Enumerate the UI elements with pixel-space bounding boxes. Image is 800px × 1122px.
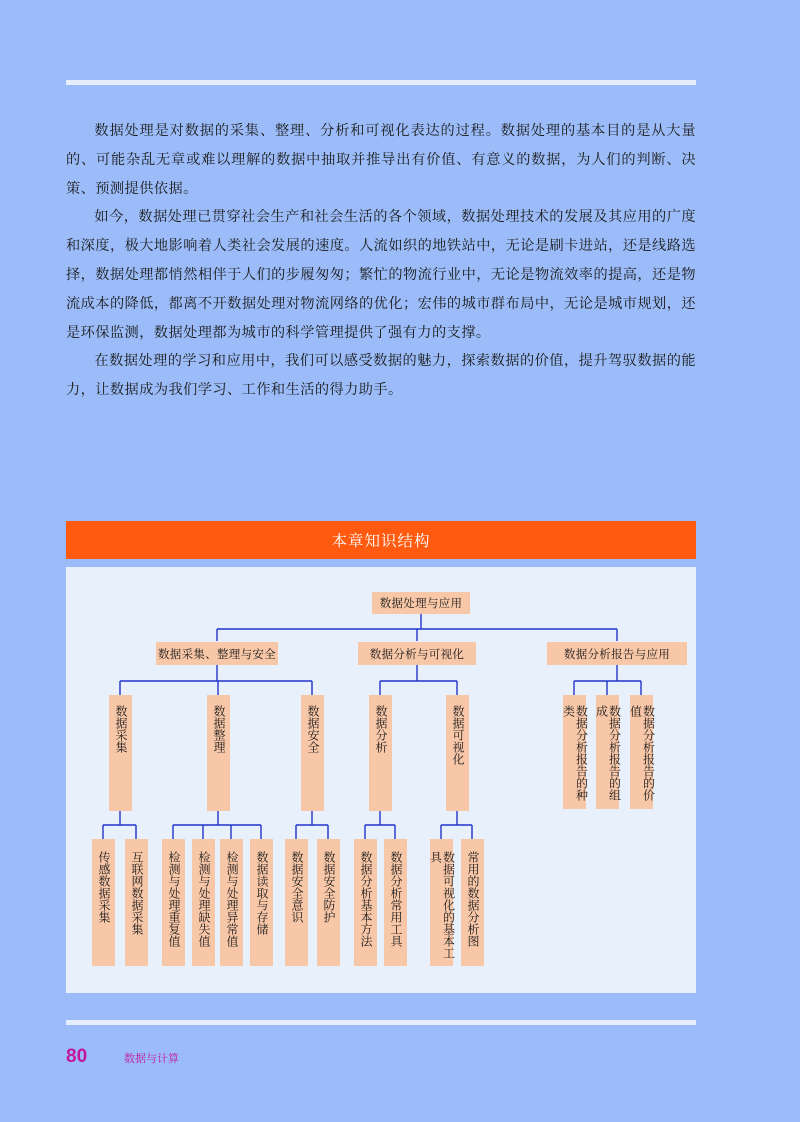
tree-leaf-visualization-tools: 数据可视化的基本工具 [430,839,453,966]
tree-leaf-analysis-methods: 数据分析基本方法 [354,839,377,966]
tree-leaf-read-store: 数据读取与存储 [250,839,273,966]
tree-node-data-organization: 数据整理 [207,695,230,811]
bottom-rule [66,1020,696,1025]
tree-node-report-structure: 数据分析报告的组成 [596,695,619,809]
tree-leaf-internet-collection: 互联网数据采集 [125,839,148,966]
tree-leaf-security-protection: 数据安全防护 [317,839,340,966]
tree-leaf-outlier-values: 检测与处理异常值 [220,839,243,966]
tree-leaf-duplicate-values: 检测与处理重复值 [162,839,185,966]
tree-leaf-analysis-charts: 常用的数据分析图 [461,839,484,966]
tree-node-data-security: 数据安全 [301,695,324,811]
top-rule [66,80,696,85]
book-title: 数据与计算 [124,1052,179,1065]
section-title-banner: 本章知识结构 [66,521,696,559]
tree-node-data-visualization: 数据可视化 [446,695,469,811]
tree-branch-analysis-report: 数据分析报告与应用 [547,642,687,665]
tree-branch-collect-organize-security: 数据采集、整理与安全 [156,642,278,665]
intro-paragraph-2: 如今，数据处理已贯穿社会生产和社会生活的各个领域，数据处理技术的发展及其应用的广度和深度，极大地影响着人类社会发展的速度。人流如织的地铁站中，无论是刷卡进站，还是线路选择，数据处理都悄然相伴于人们的步履匆匆；繁忙的物流行业中，无论是物流效率的提高，还是物流成本的降低，都离不开数据处理对物流网络的优化；宏伟的城市群布局中，无论是城市规划，还是环保监测，数据处理都为城市的科学管理提供了强有力的支撑。 [66,209,696,341]
tree-root-node: 数据处理与应用 [372,592,470,614]
knowledge-structure-panel [66,567,696,993]
tree-leaf-security-awareness: 数据安全意识 [285,839,308,966]
tree-leaf-sensor-collection: 传感数据采集 [92,839,115,966]
intro-paragraph-1: 数据处理是对数据的采集、整理、分析和可视化表达的过程。数据处理的基本目的是从大量的、可能杂乱无章或难以理解的数据中抽取并推导出有价值、有意义的数据，为人们的判断、决策、预测提供依据。 [66,123,696,197]
tree-leaf-missing-values: 检测与处理缺失值 [192,839,215,966]
tree-node-data-collection: 数据采集 [109,695,132,811]
tree-branch-analysis-visualization: 数据分析与可视化 [358,642,476,665]
intro-paragraph-3: 在数据处理的学习和应用中，我们可以感受数据的魅力，探索数据的价值，提升驾驭数据的能力，让数据成为我们学习、工作和生活的得力助手。 [66,353,696,398]
page-number: 80 [66,1046,88,1067]
tree-leaf-analysis-tools: 数据分析常用工具 [384,839,407,966]
tree-node-report-value: 数据分析报告的价值 [630,695,653,809]
tree-node-report-types: 数据分析报告的种类 [563,695,586,809]
tree-node-data-analysis: 数据分析 [369,695,392,811]
